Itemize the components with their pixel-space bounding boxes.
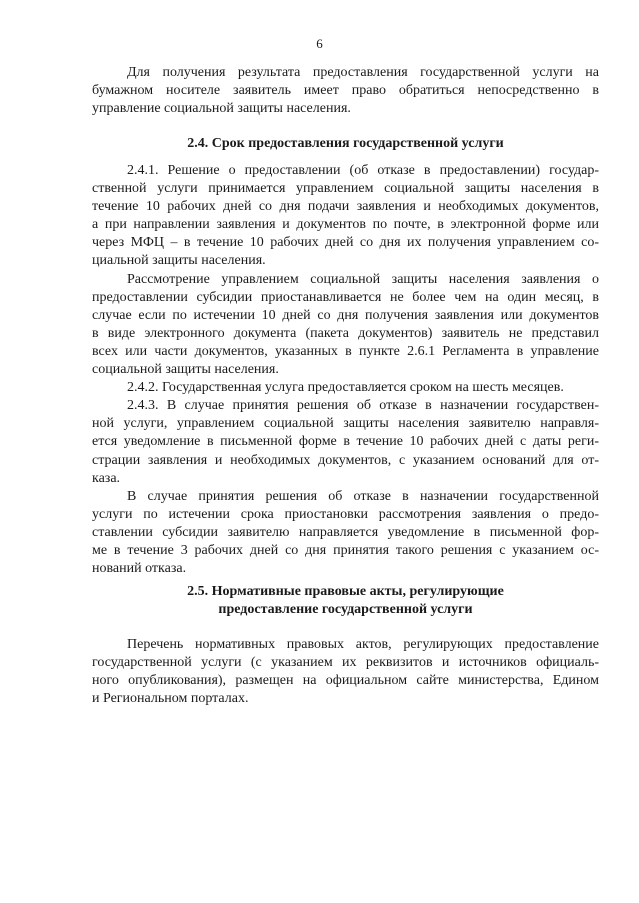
heading-text: 2.4. Срок предоставления государственной услуги (187, 136, 504, 151)
heading-text-line: предоставление государственной услуги (218, 602, 473, 618)
text-line: циальной защиты населения. (92, 253, 266, 269)
text-line: 2.4.3. В случае принятия решения об отказе в назначении государствен- (127, 398, 599, 414)
text-line: Для получения результата предоставления государственной услуги на (127, 65, 599, 80)
heading-text-line: 2.5. Нормативные правовые акты, регулирующие (187, 584, 504, 599)
text-line: нований отказа. (92, 561, 187, 577)
text-line: государственной услуги (с указанием их реквизитов и источников официаль- (92, 655, 599, 671)
text-line: Рассмотрение управлением социальной защиты населения заявления о (127, 271, 599, 287)
text-line: Перечень нормативных правовых актов, регулирующих предоставление (127, 637, 599, 652)
text-line: услуги по истечении срока приостановки рассмотрения заявления о предо- (92, 506, 599, 522)
text-line: предоставлении субсидии приостанавливается не более чем на один месяц, в (92, 289, 599, 305)
text-line: страции заявления и необходимых документов, с указанием оснований для от- (92, 452, 599, 468)
paragraph-2-4-1 (92, 162, 599, 271)
page-number: 6 (316, 36, 323, 51)
text-line: ственной услуги принимается управлением социальной защиты населения в (92, 181, 599, 197)
text-line: всех или части документов, указанных в пункте 2.6.1 Регламента в управление (92, 343, 599, 359)
paragraph-2-5 (92, 636, 599, 708)
text-line: течение 10 рабочих дней со дня подачи заявления и необходимых документов, (92, 199, 599, 215)
paragraph-refusal (92, 488, 599, 578)
text-line: управление социальной защиты населения. (92, 101, 351, 117)
section-heading-2-4 (92, 135, 599, 153)
text-line: в виде электронного документа (пакета документов) заявитель не представил (92, 325, 599, 341)
paragraph-suspension (92, 271, 599, 380)
text-line: случае если по истечении 10 дней со дня получения заявления или документов (92, 307, 599, 323)
text-line: бумажном носителе заявитель имеет право обратиться непосредственно в (92, 83, 599, 99)
text-line: В случае принятия решения об отказе в назначении государственной (127, 488, 599, 504)
text-line: каза. (92, 470, 121, 486)
text-line: а при направлении заявления и документов по почте, в электронной форме или (92, 217, 599, 233)
paragraph-2-4-2 (92, 379, 599, 397)
text-line: 2.4.1. Решение о предоставлении (об отказе в предоставлении) государ- (127, 163, 599, 178)
text-line: через МФЦ – в течение 10 рабочих дней со дня их получения управлением со- (92, 235, 599, 251)
text-line: ного опубликования), размещен на официальном сайте министерства, Едином (92, 673, 599, 689)
text-line: ме в течение 3 рабочих дней со дня принятия такого решения с указанием ос- (92, 543, 599, 559)
text-line: ной услуги, управлением социальной защиты населения заявителю направля- (92, 416, 599, 432)
text-line: и Региональном порталах. (92, 691, 249, 707)
intro-paragraph (92, 64, 599, 118)
text-line: социальной защиты населения. (92, 362, 279, 378)
section-heading-2-5 (92, 583, 599, 619)
text-line: 2.4.2. Государственная услуга предоставляется сроком на шесть месяцев. (127, 380, 564, 396)
paragraph-2-4-3 (92, 397, 599, 487)
text-line: ставлении субсидии заявителю направляется уведомление в письменной фор- (92, 524, 599, 540)
text-line: ется уведомление в письменной форме в течение 10 рабочих дней с даты реги- (92, 434, 599, 450)
